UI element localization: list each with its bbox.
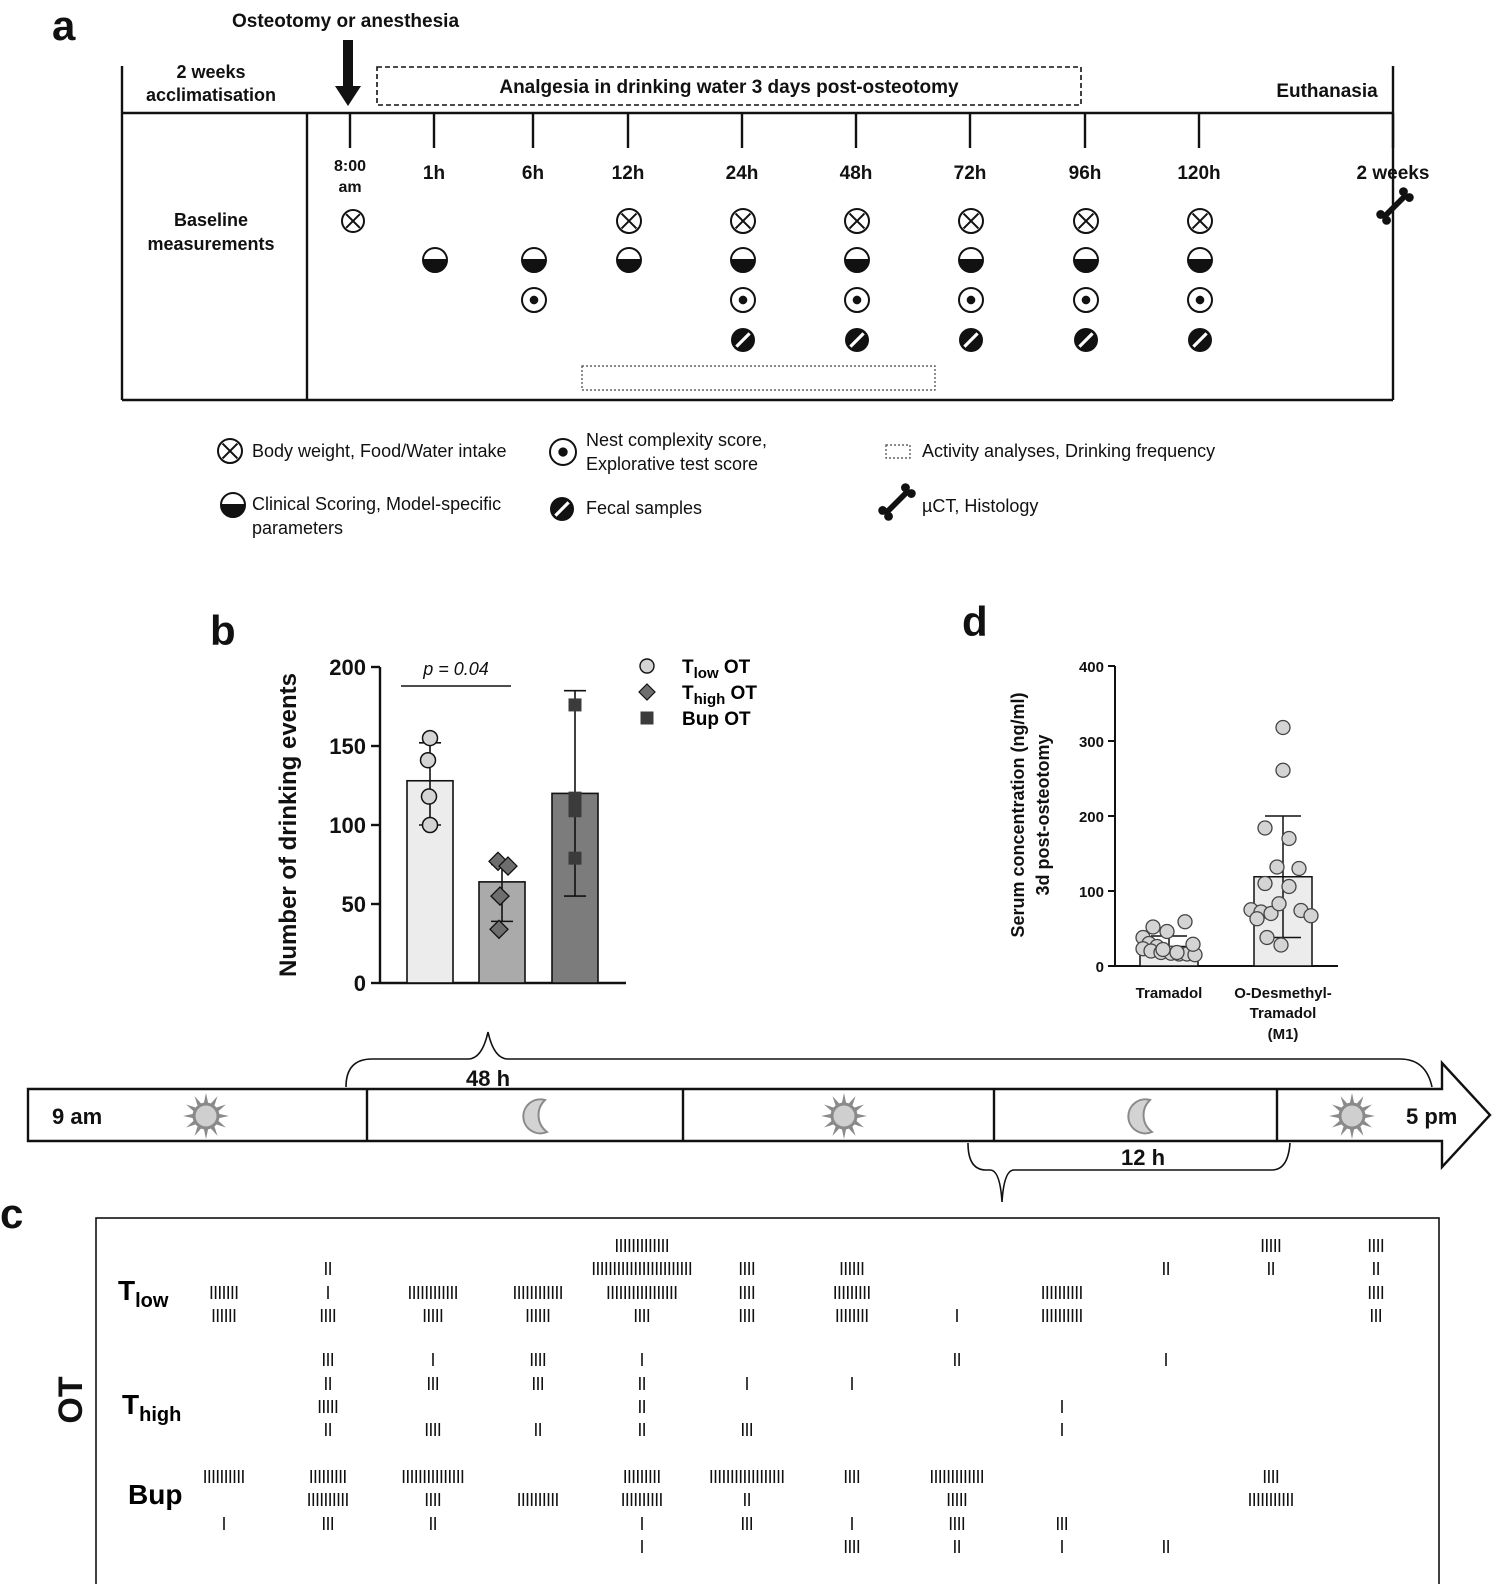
- legend-entry: [682, 683, 757, 708]
- legend-prefix: Bup OT: [682, 709, 751, 730]
- group-label-name: T: [122, 1389, 140, 1420]
- x-circle-icon: [1074, 209, 1098, 233]
- panel-d-label: d: [962, 598, 988, 645]
- data-point: [1274, 938, 1288, 952]
- x-circle-icon: [1188, 209, 1212, 233]
- slashed-disk-icon: [550, 497, 574, 521]
- data-point: [1156, 943, 1170, 957]
- x-tick-label: O-Desmethyl-: [1234, 985, 1332, 1002]
- slashed-disk-icon: [845, 328, 869, 352]
- x-circle-icon: [342, 210, 364, 232]
- data-point: [569, 698, 582, 711]
- legend-activity-text: Activity analyses, Drinking frequency: [922, 441, 1216, 461]
- half-circle-fill: [845, 260, 869, 272]
- raster-frame: [96, 1218, 1439, 1584]
- data-point: [422, 789, 437, 804]
- legend-entry: [682, 657, 751, 682]
- group-label-name: Bup: [128, 1479, 183, 1510]
- dot-circle-icon: [731, 288, 755, 312]
- legend-ct-text: µCT, Histology: [922, 496, 1039, 516]
- half-filled-circle-icon: [522, 248, 546, 272]
- half-filled-circle-icon: [1074, 248, 1098, 272]
- group-label-name: T: [118, 1275, 136, 1306]
- x-circle-icon: [218, 439, 242, 463]
- data-point: [1282, 880, 1296, 894]
- acclimatisation-text: acclimatisation: [145, 85, 277, 105]
- dot-circle-icon: [550, 439, 576, 465]
- legend-entry: [682, 709, 751, 730]
- panel-a-legend: [218, 430, 1215, 538]
- group-label: [122, 1389, 181, 1426]
- acclimatisation-text: 2 weeks: [176, 62, 246, 82]
- data-point: [569, 792, 582, 805]
- half-circle-fill: [522, 260, 546, 272]
- half-filled-circle-icon: [845, 248, 869, 272]
- slashed-disk-icon: [1074, 328, 1098, 352]
- half-circle-fill: [617, 260, 641, 272]
- slashed-disk-icon: [731, 328, 755, 352]
- data-point: [423, 818, 438, 833]
- half-filled-circle-icon: [731, 248, 755, 272]
- y-axis-label: 3d post-osteotomy: [1033, 734, 1053, 896]
- half-circle-fill: [221, 505, 245, 517]
- dot-circle-center: [739, 296, 748, 305]
- data-point: [1292, 862, 1306, 876]
- data-point: [421, 753, 436, 768]
- activity-window-box: [582, 366, 935, 390]
- timepoint-label: 72h: [953, 163, 987, 184]
- y-tick-label: 300: [1078, 734, 1104, 751]
- half-filled-circle-icon: [221, 493, 245, 517]
- half-circle-fill: [1074, 260, 1098, 272]
- half-circle-fill: [1188, 260, 1212, 272]
- euthanasia-text: Euthanasia: [1276, 81, 1378, 102]
- x-circle-icon: [845, 209, 869, 233]
- data-point: [1276, 763, 1290, 777]
- dot-circle-icon: [959, 288, 983, 312]
- data-point: [1270, 860, 1284, 874]
- legend-clinical-text: Clinical Scoring, Model-specific: [252, 494, 502, 514]
- slashed-disk-icon: [959, 328, 983, 352]
- dot-circle-center: [1082, 296, 1091, 305]
- data-point: [1304, 909, 1318, 923]
- dot-circle-center: [558, 447, 567, 456]
- legend-suffix: OT: [718, 657, 751, 678]
- baseline-text: measurements: [147, 234, 275, 254]
- dotted-rectangle-icon: [886, 445, 910, 458]
- legend-nest-text: Explorative test score: [586, 454, 759, 474]
- sun-disk: [1340, 1104, 1364, 1128]
- x-tick-label: Tramadol: [1135, 985, 1203, 1002]
- legend-suffix: OT: [725, 683, 757, 704]
- sun-disk: [832, 1104, 856, 1128]
- data-point: [569, 852, 582, 865]
- timepoint-label: 12h: [611, 163, 645, 184]
- data-point: [1170, 946, 1184, 960]
- data-point: [1160, 925, 1174, 939]
- event-arrow-head: [335, 86, 361, 106]
- data-point: [1250, 912, 1264, 926]
- start-time-label: 9 am: [52, 1104, 103, 1129]
- event-label: Osteotomy or anesthesia: [232, 11, 460, 32]
- timepoint-label: 6h: [521, 163, 545, 184]
- x-circle-icon: [959, 209, 983, 233]
- legend-marker: [639, 684, 655, 700]
- panel-c-label: c: [0, 1190, 24, 1237]
- legend-weight-text: Body weight, Food/Water intake: [252, 441, 507, 461]
- data-point: [1258, 821, 1272, 835]
- half-filled-circle-icon: [1188, 248, 1212, 272]
- dot-circle-center: [1196, 296, 1205, 305]
- bone-shaft: [1382, 193, 1409, 220]
- time-arrow: [28, 1063, 1490, 1167]
- dot-circle-center: [853, 296, 862, 305]
- dot-circle-icon: [1074, 288, 1098, 312]
- data-point: [1282, 832, 1296, 846]
- data-point: [1276, 721, 1290, 735]
- legend-prefix: T: [682, 683, 694, 704]
- y-tick-label: 200: [1078, 809, 1104, 826]
- x-tick-label: Tramadol: [1249, 1005, 1317, 1022]
- y-tick-label: 0: [1095, 959, 1104, 976]
- data-point: [1186, 937, 1200, 951]
- y-tick-label: 0: [353, 971, 366, 996]
- timepoint-label: 96h: [1068, 163, 1102, 184]
- dot-circle-icon: [522, 288, 546, 312]
- raster-group: [118, 1239, 1382, 1322]
- data-point: [1178, 915, 1192, 929]
- x-tick-label: (M1): [1267, 1026, 1299, 1043]
- y-tick-label: 200: [329, 655, 366, 680]
- bone-icon: [1374, 185, 1415, 226]
- legend-subscript: low: [693, 665, 719, 682]
- timepoint-label: 120h: [1177, 163, 1221, 184]
- ot-side-label: OT: [52, 1376, 90, 1424]
- p-value-annotation: p = 0.04: [423, 659, 489, 679]
- raster-group: [122, 1353, 1166, 1436]
- half-circle-fill: [423, 260, 447, 272]
- span-48h-label: 48 h: [465, 1066, 511, 1091]
- dot-circle-icon: [1188, 288, 1212, 312]
- end-time-label: 5 pm: [1406, 1104, 1458, 1129]
- legend-marker: [641, 712, 654, 725]
- dot-circle-center: [967, 296, 976, 305]
- y-tick-label: 50: [341, 892, 366, 917]
- y-axis-label: Serum concentration (ng/ml): [1008, 692, 1028, 938]
- legend-clinical-text: parameters: [252, 518, 344, 538]
- slashed-disk-icon: [1188, 328, 1212, 352]
- half-filled-circle-icon: [423, 248, 447, 272]
- half-circle-fill: [959, 260, 983, 272]
- data-point: [423, 731, 438, 746]
- data-point: [1258, 877, 1272, 891]
- span-12h-label: 12 h: [1120, 1145, 1166, 1170]
- legend-marker: [640, 659, 654, 673]
- baseline-text: Baseline: [173, 210, 249, 230]
- half-circle-fill: [731, 260, 755, 272]
- data-point: [1260, 931, 1274, 945]
- data-point: [1272, 897, 1286, 911]
- timepoint-label: 48h: [839, 163, 873, 184]
- y-tick-label: 100: [1078, 884, 1104, 901]
- y-tick-label: 400: [1078, 659, 1104, 676]
- timepoint-label: 24h: [725, 163, 759, 184]
- raster-group: [128, 1470, 1292, 1553]
- y-axis-label: Number of drinking events: [275, 672, 302, 978]
- dot-circle-center: [530, 296, 539, 305]
- half-filled-circle-icon: [959, 248, 983, 272]
- sun-disk: [194, 1104, 218, 1128]
- y-tick-label: 150: [329, 734, 366, 759]
- group-label-subscript: low: [135, 1290, 169, 1312]
- group-label: [128, 1479, 182, 1510]
- timepoint-label: 1h: [422, 163, 446, 184]
- end-timepoint-label: 2 weeks: [1356, 163, 1430, 184]
- panel-b-label: b: [210, 607, 236, 654]
- legend-subscript: high: [693, 691, 726, 708]
- panel-a: [52, 2, 1429, 538]
- half-filled-circle-icon: [617, 248, 641, 272]
- dot-circle-icon: [845, 288, 869, 312]
- legend-nest-text: Nest complexity score,: [586, 430, 768, 450]
- data-point: [569, 804, 582, 817]
- x-circle-icon: [731, 209, 755, 233]
- panel-d-chart: [962, 598, 1338, 1043]
- analgesia-text: Analgesia in drinking water 3 days post-osteotomy: [499, 77, 959, 98]
- x-circle-icon: [617, 209, 641, 233]
- group-label: [118, 1275, 169, 1312]
- y-tick-label: 100: [329, 813, 366, 838]
- legend-fecal-text: Fecal samples: [586, 498, 703, 518]
- timepoint-label: 8:00: [333, 158, 367, 175]
- timepoint-label: am: [338, 179, 362, 196]
- panel-c: [0, 1032, 1490, 1584]
- bone-icon: [876, 481, 917, 522]
- legend-prefix: T: [682, 657, 694, 678]
- group-label-subscript: high: [139, 1404, 182, 1426]
- panel-b-chart: [210, 607, 757, 996]
- panel-a-label: a: [52, 2, 76, 49]
- bone-shaft: [884, 489, 911, 516]
